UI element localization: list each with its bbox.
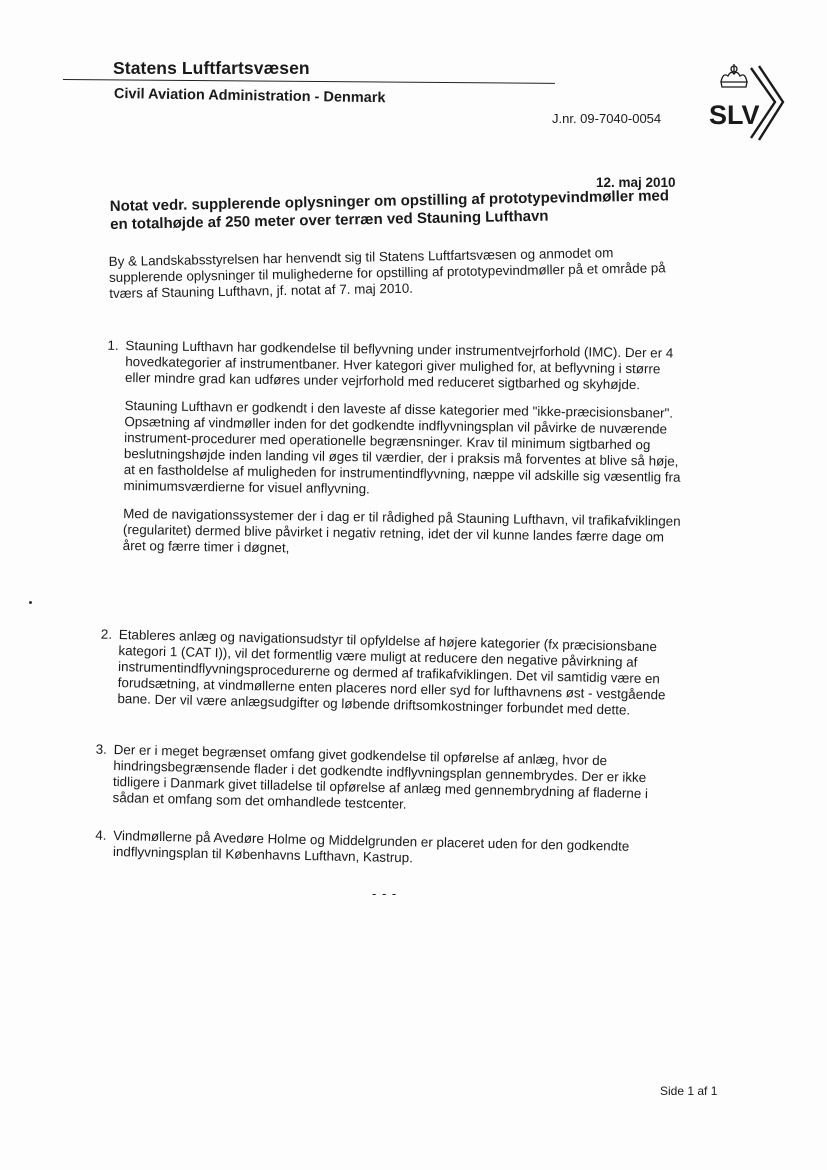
list-item [95,741,674,831]
list-item [95,827,674,884]
section-separator: - - - [372,886,398,901]
list-item [107,337,685,574]
document-date: 12. maj 2010 [596,175,676,190]
list-item-number: 4. [95,827,107,843]
slv-logo [703,60,787,150]
list-item-number: 3. [95,741,108,757]
list-item-paragraph: Stauning Lufthavn har godkendelse til beflyvning under instrumentvejrforhold (IMC). Der er 4 hovedkategorier af instrumentbaner. Hver kategori giver mulighed for, at beflyvning i større eller mindre grad kan udføres under vejrforhold med reduceret sigtbarhed og skyhøjde. [124,338,674,393]
list-item [100,626,679,732]
list-item-number: 1. [107,337,119,353]
list-item-paragraph: Der er i meget begrænset omfang givet godkendelse til opførelse af anlæg, hvor de hindringsbegrænsende flader i det godkendte indflyvningsplan gennembrydes. Der er ikke tidligere i Danmark givet tilladelse til opførelse af anlæg med gennembrydning af fladerne i sådan et omfang som det omhandlede testcenter. [112,742,649,812]
list-item-paragraph: Stauning Lufthavn er godkendt i den laveste af disse kategorier med "ikke-præcisionsbaner". Opsætning af vindmøller inden for det godkendte indflyvningsplan vil påvirke de nuværende instrument-procedurer med operationelle begrænsninger. Krav til minimum sigtbarhed og beslutningshøjde inden landing vil øges til værdier, der i praksis må forventes at blive så høje, at en fastholdelse af muligheden for instrumentindflyvning, næppe vil adskille sig væsentlig fra minimumsværdierne for visuel anflyvning. [123,398,681,497]
list-item-paragraph: Med de navigationssystemer der i dag er til rådighed på Stauning Lufthavn, vil trafikafviklingen (regularitet) dermed blive påvirket i negativ retning, idet der vil kunne landes færre dage om året og færre timer i døgnet, [122,505,681,556]
document-title: Notat vedr. supplerende oplysninger om opstilling af prototypevindmøller med en totalhøjde af 250 meter over terræn ved Stauning Lufthavn [109,187,670,233]
list-item-paragraph: Etableres anlæg og navigationsudstyr til opfyldelse af højere kategorier (fx præcisionsbane kategori 1 (CAT I)), vil det formentlig være muligt at reducere den negative påvirkning af instrumentindflyvningsprocedurerne og dermed af trafikafviklingen. Det vil samtidig være en forudsætning, at vindmøllerne enten placeres nord eller syd for lufthavnens øst - vestgående bane. Der vil være anlægsudgifter og løbende driftsomkostninger forbundet med dette. [117,627,666,718]
scan-speck [29,601,32,604]
organization-subtitle: Civil Aviation Administration - Denmark [113,86,386,107]
crown-icon [721,64,747,87]
intro-paragraph: By & Landskabsstyrelsen har henvendt sig til Statens Luftfartsvæsen og anmodet om supplerende oplysninger til mulighederne for opstilling af prototypevindmøller på et område på tværs af Stauning Lufthavn, jf. notat af 7. maj 2010. [108,245,666,301]
list-item-number: 2. [100,626,113,642]
list-item-paragraph: Vindmøllerne på Avedøre Holme og Middelgrunden er placeret uden for den godkendte indflyvningsplan til Københavns Lufthavn, Kastrup. [112,828,630,866]
journal-number: J.nr. 09-7040-0054 [552,111,662,126]
logo-text: SLV [709,100,760,130]
page-number: Side 1 af 1 [660,1084,718,1098]
header-rule [63,79,555,84]
organization-name: Statens Luftfartsvæsen [113,58,310,78]
